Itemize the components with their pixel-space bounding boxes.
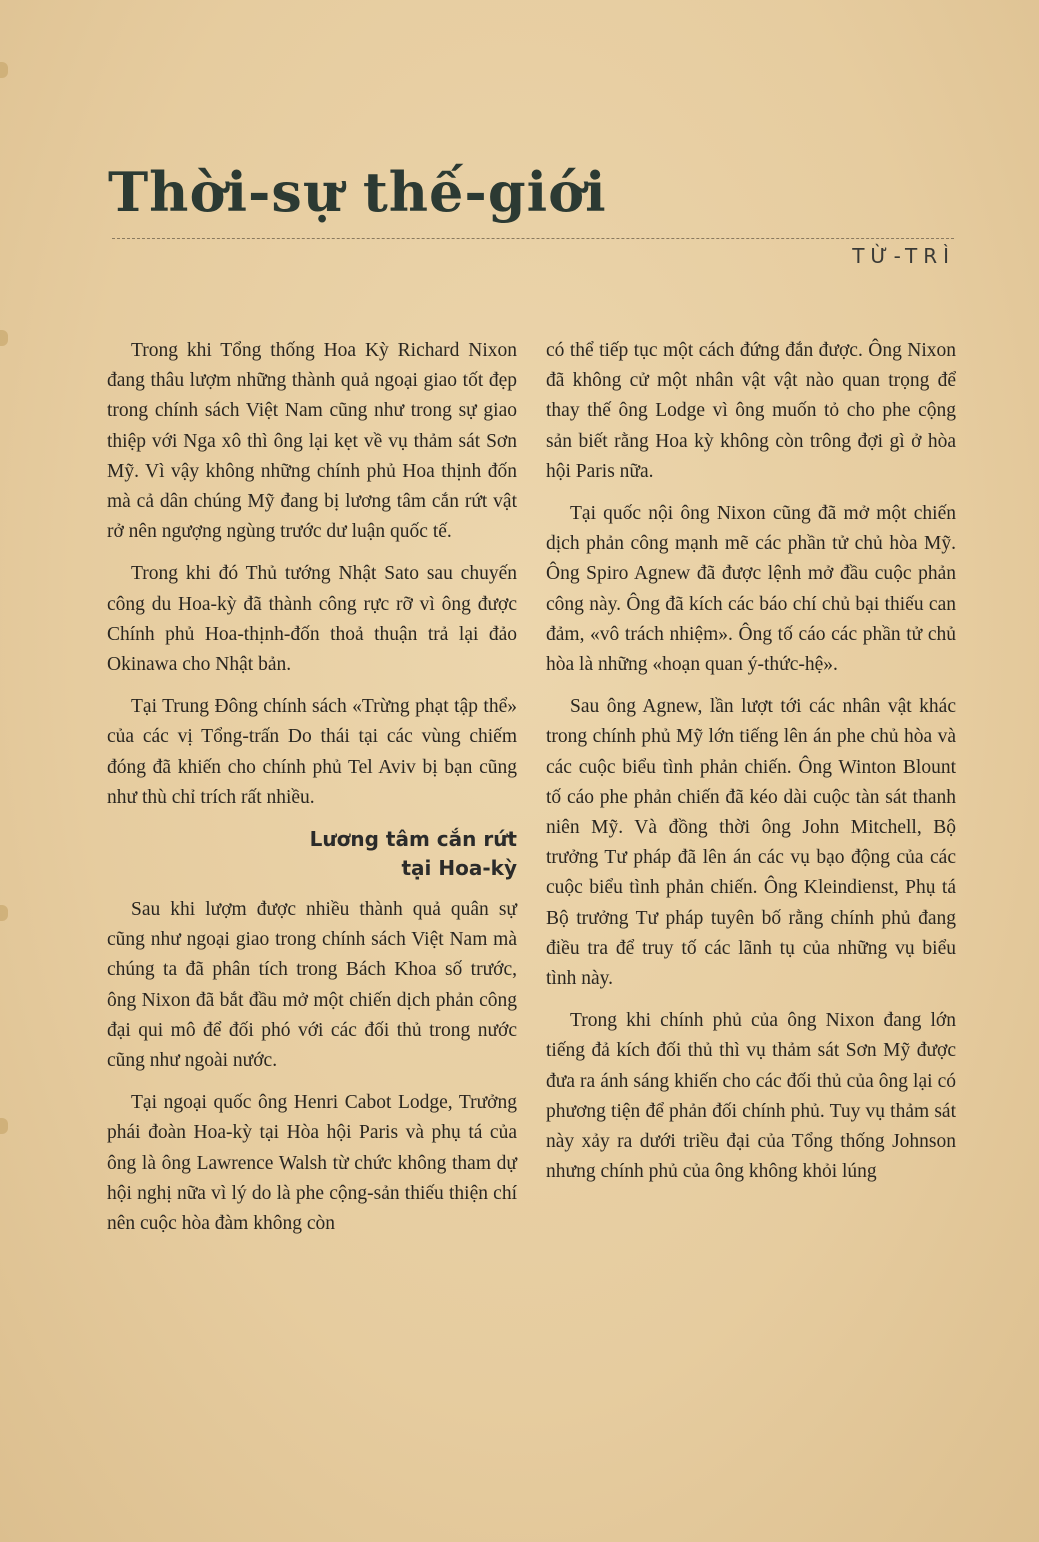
page-edge-mark <box>0 330 8 346</box>
paragraph: có thể tiếp tục một cách đứng đắn được. Ông Nixon đã không cử một nhân vật vật nào quan trọng để thay thế ông Lodge vì ông muốn tỏ cho phe cộng sản biết rằng Hoa kỳ không còn trông đợi gì ở hòa hội Paris nữa. <box>546 340 956 482</box>
paragraph: Tại ngoại quốc ông Henri Cabot Lodge, Trưởng phái đoàn Hoa-kỳ tại Hòa hội Paris và phụ tá của ông là ông Lawrence Walsh từ chức không tham dự hội nghị nữa vì lý do là phe cộng-sản thiếu thiện chí nên cuộc hòa đàm không còn <box>107 1092 517 1235</box>
page-edge-mark <box>0 62 8 78</box>
title-divider <box>112 238 954 239</box>
article-title: Thời-sự thế-giới <box>108 160 607 224</box>
section-subheading <box>107 825 517 883</box>
left-column <box>107 336 517 1251</box>
paragraph: Sau ông Agnew, lần lượt tới các nhân vật khác trong chính phủ Mỹ lớn tiếng lên án phe chủ hòa và các cuộc biểu tình phản chiến. Ông Winton Blount tố cáo phe phản chiến đã kéo dài cuộc tàn sát thanh niên Mỹ. Và đồng thời ông John Mitchell, Bộ trưởng Tư pháp đã lên án các vụ bạo động của các cuộc biểu tình phản chiến. Ông Kleindienst, Phụ tá Bộ trưởng Tư pháp tuyên bố rằng chính phủ đang điều tra để truy tố các lãnh tụ của những vụ biểu tình này. <box>546 696 956 990</box>
article-author: TỪ-TRÌ <box>852 244 955 268</box>
subheading-line: tại Hoa-kỳ <box>401 856 517 881</box>
page-edge-mark <box>0 905 8 921</box>
paragraph: Trong khi đó Thủ tướng Nhật Sato sau chuyến công du Hoa-kỳ đã thành công rực rỡ vì ông được Chính phủ Hoa-thịnh-đốn thoả thuận trả lại đảo Okinawa cho Nhật bản. <box>107 563 517 676</box>
paragraph: Sau khi lượm được nhiều thành quả quân sự cũng như ngoại giao trong chính sách Việt Nam mà chúng ta đã phân tích trong Bách Khoa số trước, ông Nixon đã bắt đầu mở một chiến dịch phản công đại qui mô để đối phó với các đối thủ trong nước cũng như ngoài nước. <box>107 899 517 1072</box>
page-edge-mark <box>0 1118 8 1134</box>
right-column <box>546 336 956 1199</box>
paragraph: Trong khi Tổng thống Hoa Kỳ Richard Nixon đang thâu lượm những thành quả ngoại giao tốt đẹp trong chính sách Việt Nam cũng như trong sự giao thiệp với Nga xô thì ông lại kẹt về vụ thảm sát Sơn Mỹ. Vì vậy không những chính phủ Hoa thịnh đốn mà cả dân chúng Mỹ đang bị lương tâm cắn rứt vật rở nên ngượng ngùng trước dư luận quốc tế. <box>107 340 517 543</box>
paragraph: Tại Trung Đông chính sách «Trừng phạt tập thể» của các vị Tổng-trấn Do thái tại các vùng chiếm đóng đã khiến cho chính phủ Tel Aviv bị bạn cũng như thù chỉ trích rất nhiều. <box>107 696 517 808</box>
subheading-line: Lương tâm cắn rứt <box>309 827 517 852</box>
paragraph: Tại quốc nội ông Nixon cũng đã mở một chiến dịch phản công mạnh mẽ các phần tử chủ hòa Mỹ. Ông Spiro Agnew đã được lệnh mở đầu cuộc phản công này. Ông đã kích các báo chí chủ bại thiếu can đảm, «vô trách nhiệm». Ông tố cáo các phần tử chủ hòa là những «hoạn quan ý-thức-hệ». <box>546 503 956 676</box>
paragraph: Trong khi chính phủ của ông Nixon đang lớn tiếng đả kích đối thủ thì vụ thảm sát Sơn Mỹ được đưa ra ánh sáng khiến cho các đối thủ của ông lại có phương tiện để phản đối chính phủ. Tuy vụ thảm sát này xảy ra dưới triều đại của Tổng thống Johnson nhưng chính phủ của ông không khỏi lúng <box>546 1010 956 1183</box>
